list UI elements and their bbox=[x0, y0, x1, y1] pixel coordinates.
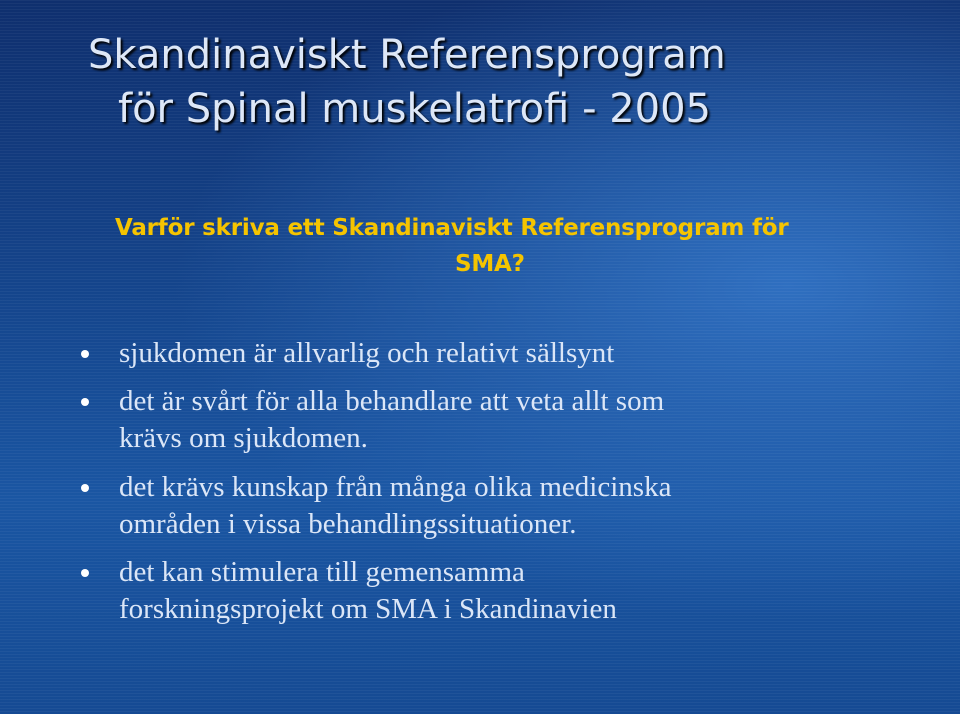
bullet-line: sjukdomen är allvarlig och relativt sällsynt bbox=[119, 337, 615, 369]
bullet-line: det är svårt för alla behandlare att veta allt som bbox=[119, 385, 665, 417]
subtitle-line: SMA? bbox=[455, 251, 525, 277]
bullet-dot-icon bbox=[81, 484, 89, 492]
title-line: för Spinal muskelatrofi - 2005 bbox=[118, 86, 712, 132]
bullet-dot-icon bbox=[81, 398, 89, 406]
bullet-item bbox=[78, 383, 878, 457]
bullet-line: områden i vissa behandlingssituationer. bbox=[119, 508, 577, 540]
bullet-line: det krävs kunskap från många olika medicinska bbox=[119, 471, 672, 503]
title-line: Skandinaviskt Referensprogram bbox=[88, 32, 726, 78]
bullet-item bbox=[78, 335, 878, 372]
bullet-line: krävs om sjukdomen. bbox=[119, 422, 368, 454]
bullet-list bbox=[78, 335, 878, 639]
bullet-line: det kan stimulera till gemensamma bbox=[119, 556, 525, 588]
bullet-item bbox=[78, 469, 878, 543]
subtitle-line: Varför skriva ett Skandinaviskt Referensprogram för bbox=[115, 215, 789, 241]
bullet-dot-icon bbox=[81, 350, 89, 358]
bullet-text bbox=[119, 469, 878, 543]
bullet-dot-icon bbox=[81, 569, 89, 577]
bullet-text bbox=[119, 383, 878, 457]
bullet-text bbox=[119, 335, 878, 372]
bullet-line: forskningsprojekt om SMA i Skandinavien bbox=[119, 593, 617, 625]
bullet-item bbox=[78, 554, 878, 628]
bullet-text bbox=[119, 554, 878, 628]
slide-title bbox=[88, 28, 928, 136]
slide-subtitle bbox=[115, 210, 875, 282]
